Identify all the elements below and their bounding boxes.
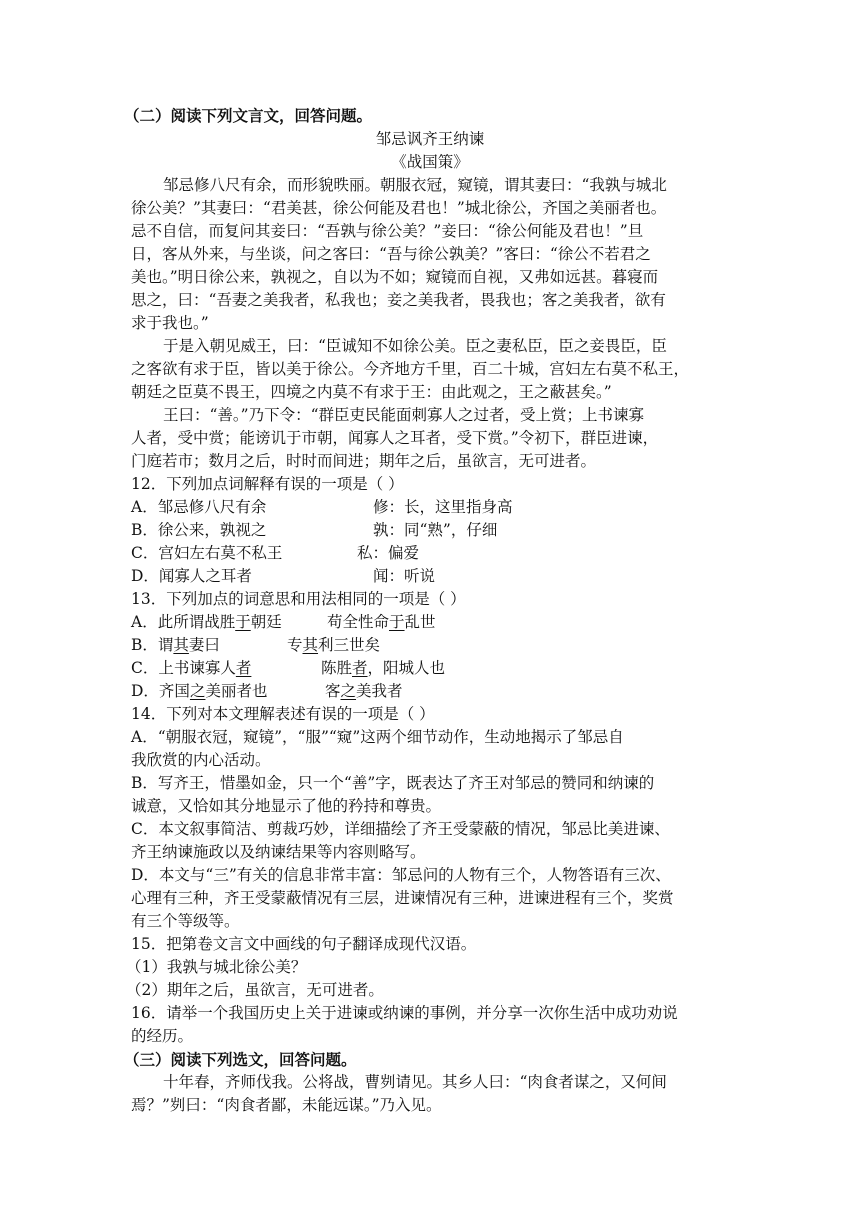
q13-option-b[interactable]	[131, 634, 731, 657]
option-gloss: 私：偏爱	[357, 544, 420, 562]
q14-line: 我欣赏的内心活动。	[131, 751, 271, 769]
passage-source: 《战国策》	[391, 153, 469, 171]
option-gloss: 孰：同“熟”，仔细	[373, 521, 498, 539]
section-heading: （三）阅读下列选文，回答问题。	[124, 1050, 357, 1069]
option-text: D．闻寡人之耳者	[131, 567, 252, 585]
passage-line: 朝廷之臣莫不畏王，四境之内莫不有求于王：由此观之，王之蔽甚矣。”	[131, 383, 612, 401]
option-text: 妻曰	[188, 636, 220, 654]
q13-option-d[interactable]	[131, 680, 731, 703]
option-text: 利三世矣	[318, 636, 381, 654]
option-text: 专	[287, 636, 303, 654]
q15-item: （1）我孰与城北徐公美？	[126, 958, 307, 976]
q12-option-a[interactable]	[131, 496, 731, 519]
q14-line[interactable]: D．本文与“三”有关的信息非常丰富：邹忌问的人物有三个，人物答语有三次、	[131, 866, 671, 884]
option-text: C．上书谏寡人	[131, 659, 236, 677]
option-text: 乱世	[404, 613, 436, 631]
q13-option-a[interactable]	[131, 611, 731, 634]
dotted-word: 其	[173, 636, 189, 654]
passage-line: 人者，受中赏；能谤讥于市朝，闻寡人之耳者，受下赏。”令初下，群臣进谏，	[131, 429, 659, 447]
q14-line[interactable]: A．“朝服衣冠，窥镜”，“服”“窥”这两个细节动作，生动地揭示了邹忌自	[131, 728, 624, 746]
dotted-word: 者	[352, 659, 368, 677]
q14-line: 齐王纳谏施政以及纳谏结果等内容则略写。	[131, 843, 426, 861]
q12-option-b[interactable]	[131, 519, 731, 542]
option-text: 陈胜	[321, 659, 353, 677]
q14-line: 心理有三种，齐王受蒙蔽情况有三层，进谏情况有三种，进谏进程有三个，奖赏	[131, 889, 674, 907]
option-text: 美丽者也	[205, 682, 268, 700]
section-heading: （二）阅读下列文言文，回答问题。	[124, 106, 373, 125]
q12-option-c[interactable]	[131, 542, 731, 565]
passage-line: 邹忌修八尺有余，而形貌昳丽。朝服衣冠，窥镜，谓其妻曰：“我孰与城北	[163, 176, 667, 194]
option-text: A．邹忌修八尺有余	[131, 498, 267, 516]
question-15-stem: 15．把第卷文言文中画线的句子翻译成现代汉语。	[131, 935, 477, 953]
option-text: 朝廷	[250, 613, 282, 631]
passage-line: 思之，曰：“吾妻之美我者，私我也；妾之美我者，畏我也；客之美我者，欲有	[131, 291, 666, 309]
option-text: 美我者	[356, 682, 403, 700]
passage-title: 邹忌讽齐王纳谏	[375, 130, 485, 148]
passage-line: 求于我也。”	[131, 314, 209, 332]
option-text: D．齐国	[131, 682, 190, 700]
passage-line: 忌不自信，而复问其妾曰：“吾孰与徐公美？”妾曰：“徐公何能及君也！”旦	[131, 222, 644, 240]
question-12-stem: 12．下列加点词解释有误的一项是（ ）	[131, 475, 404, 493]
dotted-word: 之	[189, 682, 206, 700]
passage-line: 王曰：“善。”乃下令：“群臣吏民能面刺寡人之过者，受上赏；上书谏寡	[163, 406, 645, 424]
option-text: B．徐公来，孰视之	[131, 521, 267, 539]
passage-line: 日，客从外来，与坐谈，问之客曰：“吾与徐公孰美？”客曰：“徐公不若君之	[131, 245, 651, 263]
option-text: A．此所谓战胜	[131, 613, 236, 631]
passage-line: 徐公美？”其妻曰：“君美甚，徐公何能及君也！”城北徐公，齐国之美丽者也。	[131, 199, 667, 217]
dotted-word: 者	[235, 659, 252, 677]
passage-line: 门庭若市；数月之后，时时而间进；期年之后，虽欲言，无可进者。	[131, 452, 597, 470]
passage-line: 于是入朝见威王，曰：“臣诚知不如徐公美。臣之妻私臣，臣之妾畏臣，臣	[163, 337, 667, 355]
q13-option-c[interactable]	[131, 657, 731, 680]
q14-line[interactable]: B．写齐王，惜墨如金，只一个“善”字，既表达了齐王对邹忌的赞同和纳谏的	[131, 774, 655, 792]
passage-line: 美也。”明日徐公来，孰视之，自以为不如；窥镜而自视，又弗如远甚。暮寝而	[131, 268, 659, 286]
dotted-word: 其	[302, 636, 319, 654]
passage-line: 焉？”刿曰：“肉食者鄙，未能远谋。”乃入见。	[131, 1096, 442, 1114]
dotted-word: 于	[235, 613, 251, 631]
option-gloss: 闻：听说	[373, 567, 436, 585]
question-16-stem-cont: 的经历。	[131, 1027, 194, 1045]
q15-item: （2）期年之后，虽欲言，无可进者。	[126, 981, 384, 999]
option-text: 苟全性命	[327, 613, 390, 631]
option-gloss: 修：长，这里指身高	[373, 498, 513, 516]
question-13-stem: 13．下列加点的词意思和用法相同的一项是（ ）	[131, 590, 466, 608]
question-14-stem: 14．下列对本文理解表述有误的一项是（ ）	[131, 705, 435, 723]
q14-line: 诚意，又恰如其分地显示了他的矜持和尊贵。	[131, 797, 442, 815]
q14-line: 有三个等级等。	[131, 912, 240, 930]
option-text: ，阳城人也	[367, 659, 446, 677]
passage-line: 十年春，齐师伐我。公将战，曹刿请见。其乡人曰：“肉食者谋之，又何间	[163, 1073, 667, 1091]
q14-line[interactable]: C．本文叙事简洁、剪裁巧妙，详细描绘了齐王受蒙蔽的情况，邹忌比美进谏、	[131, 820, 670, 838]
option-text: 客	[325, 682, 341, 700]
dotted-word: 于	[389, 613, 405, 631]
passage-line: 之客欲有求于臣，皆以美于徐公。今齐地方千里，百二十城，宫妇左右莫不私王，	[131, 360, 690, 378]
dotted-word: 之	[340, 682, 357, 700]
option-text: C．宫妇左右莫不私王	[131, 544, 283, 562]
option-text: B．谓	[131, 636, 174, 654]
q12-option-d[interactable]	[131, 565, 731, 588]
question-16-stem: 16．请举一个我国历史上关于进谏或纳谏的事例，并分享一次你生活中成功劝说	[131, 1004, 678, 1022]
